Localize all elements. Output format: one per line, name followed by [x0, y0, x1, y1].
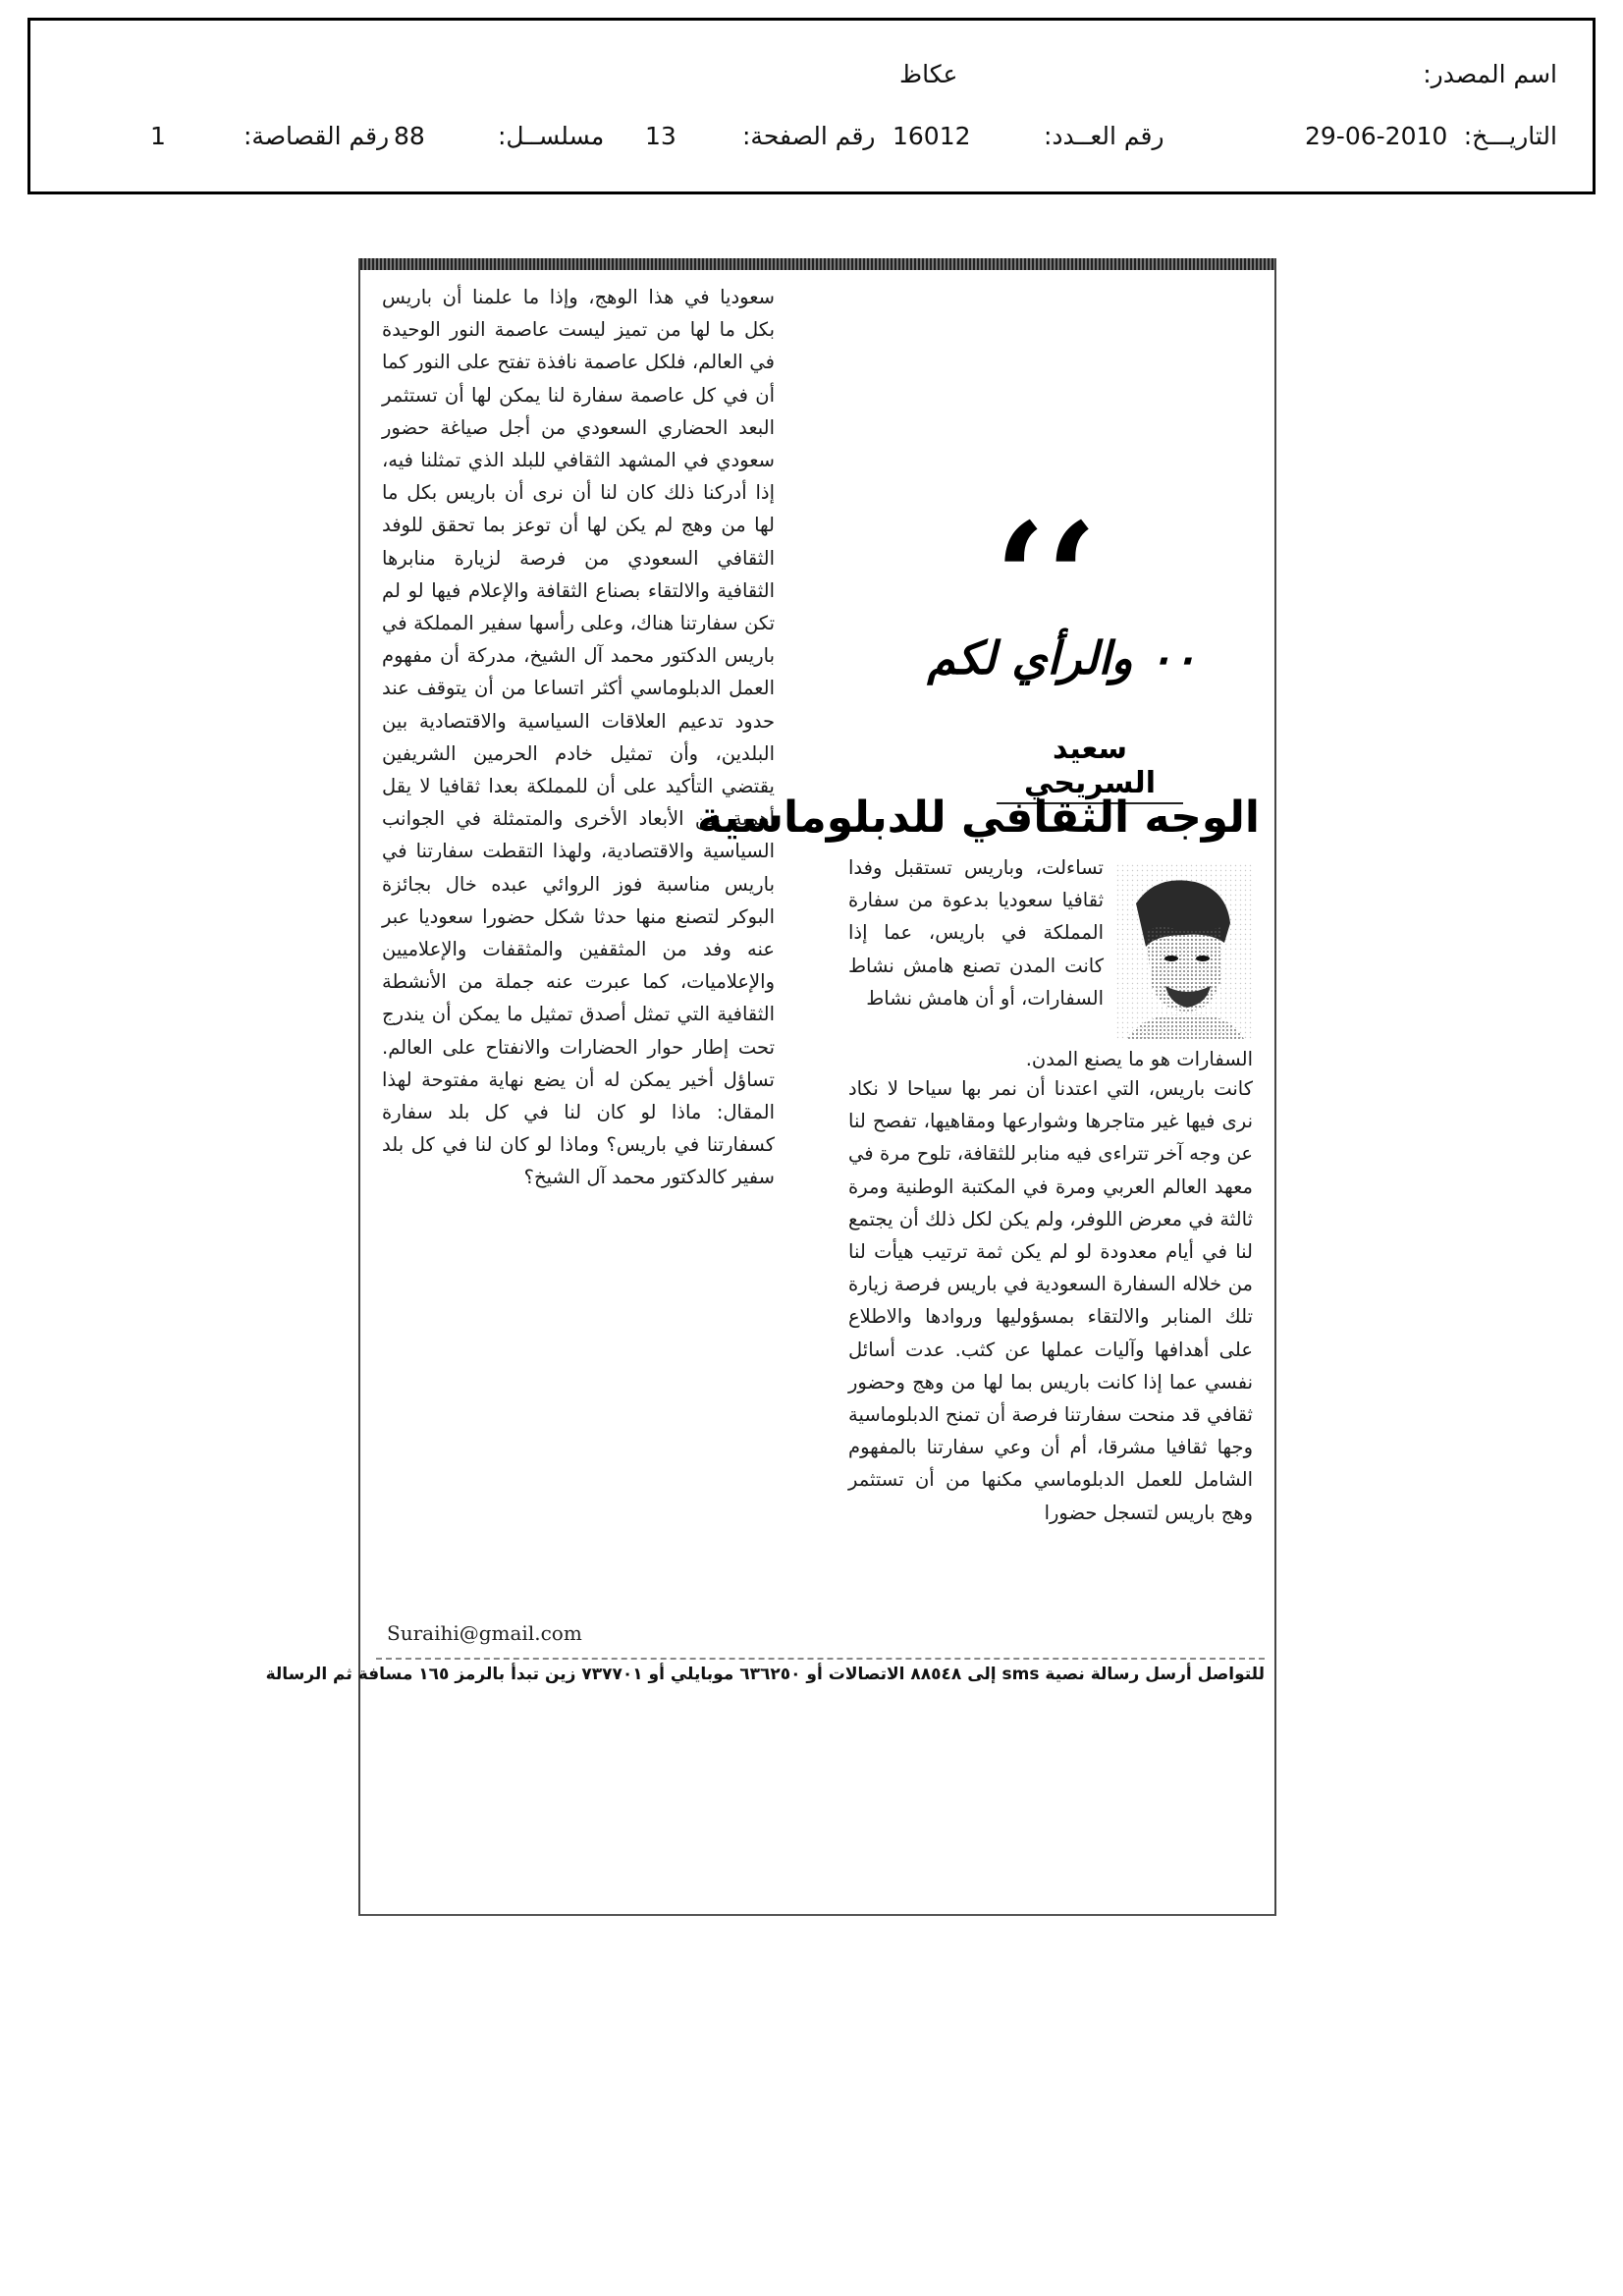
quote-mark-icon: ‘‘ — [995, 491, 1098, 664]
clip-number-label: رقم القصاصة: — [243, 122, 390, 150]
date-value: 29-06-2010 — [1305, 122, 1448, 150]
serial-label: مسلســل: — [498, 122, 605, 150]
serial-value: 88 — [394, 122, 425, 150]
issue-value: 16012 — [893, 122, 971, 150]
footer-divider — [376, 1658, 1265, 1660]
issue-label: رقم العــدد: — [1044, 122, 1164, 150]
source-value: عكاظ — [899, 60, 958, 88]
source-label: اسم المصدر: — [1423, 60, 1557, 88]
clip-number-value: 1 — [150, 122, 166, 150]
clipping-metadata-box — [27, 18, 1596, 194]
clipping-top-border — [360, 258, 1274, 270]
sms-contact-footer: للتواصل أرسل رسالة نصية sms إلى ٨٨٥٤٨ الاتصالات أو ٦٣٦٢٥٠ موبايلي أو ٧٣٧٧٠١ زين تبدأ بالرمز ١٦٥ مسافة ثم الرسالة — [265, 1665, 1265, 1684]
article-intro-end: السفارات هو ما يصنع المدن. — [1025, 1048, 1253, 1070]
article-headline: الوجه الثقافي للدبلوماسية — [697, 793, 1260, 843]
author-byline: سعيد السريحي — [997, 732, 1183, 804]
article-left-column: سعوديا في هذا الوهج، وإذا ما علمنا أن باريس بكل ما لها من تميز ليست عاصمة النور الوحيدة في العالم، فلكل عاصمة نافذة تفتح على النور كما أن في كل عاصمة سفارة لنا يمكن لها أن تستثمر البعد الحضاري السعودي من أجل صياغة حضور سعودي في المشهد الثقافي للبلد الذي تمثلنا فيه، إذا أدركنا ذلك كان لنا أن نرى أن باريس بكل ما لها من وهج لم يكن لها أن توعز بما تحقق للوفد الثقافي السعودي من فرصة لزيارة منابرها الثقافية والالتقاء بصناع الثقافة والإعلام فيها لو لم تكن سفارتنا هناك، وعلى رأسها سفير المملكة في باريس الدكتور محمد آل الشيخ، مدركة أن مفهوم العمل الدبلوماسي أكثر اتساعا من أن يتوقف عند حدود تدعيم العلاقات السياسية والاقتصادية بين البلدين، وأن تمثيل خادم الحرمين الشريفين يقتضي التأكيد على أن للمملكة بعدا ثقافيا لا يقل أهمية عن الأبعاد الأخرى والمتمثلة في الجوانب السياسية والاقتصادية، ولهذا التقطت سفارتنا في باريس مناسبة فوز الروائي عبده خال بجائزة البوكر لتصنع منها حدثا شكل حضورا سعوديا عبر عنه وفد من المثقفين والمثقفات والإعلاميين والإعلاميات، كما عبرت عنه جملة من الأنشطة الثقافية التي تمثل أصدق تمثيل ما يمكن أن يندرج تحت إطار حوار الحضارات والانفتاح على العالم. تساؤل أخير يمكن له أن يضع نهاية مفتوحة لهذا المقال: ماذا لو كان لنا في كل بلد سفارة كسفارتنا في باريس؟ وماذا لو كان لنا في كل بلد سفير كالدكتور محمد آل الشيخ؟ — [382, 286, 775, 1189]
article-right-column: كانت باريس، التي اعتدنا أن نمر بها سياحا لا نكاد نرى فيها غير متاجرها وشوارعها ومقاهيها، تفصح لنا عن وجه آخر تتراءى فيه منابر للثقافة، تلوح مرة في معهد العالم العربي ومرة في المكتبة الوطنية ومرة ثالثة في معرض اللوفر، ولم يكن لكل ذلك أن يجتمع لنا في أيام معدودة لو لم يكن ثمة ترتيب هيأت لنا من خلاله السفارة السعودية في باريس فرصة زيارة تلك المنابر والالتقاء بمسؤوليها وروادها والاطلاع على أهدافها وآليات عملها عن كثب. عدت أسائل نفسي عما إذا كانت باريس بما لها من وهج وحضور ثقافي قد منحت سفارتنا فرصة أن تمنح الدبلوماسية وجها ثقافيا مشرقا، أم أن وعي سفارتنا بالمفهوم الشامل للعمل الدبلوماسي مكنها من أن تستثمر وهج باريس لتسجل حضورا — [848, 1077, 1253, 1524]
newspaper-clipping — [265, 258, 1276, 1916]
page-label: رقم الصفحة: — [742, 122, 876, 150]
author-email: Suraihi@gmail.com — [387, 1621, 582, 1645]
date-label: التاريـــخ: — [1463, 122, 1557, 150]
column-name: ٠٠ والرأي لكم — [927, 631, 1197, 684]
page-value: 13 — [645, 122, 676, 150]
author-portrait-icon — [1116, 864, 1252, 1039]
article-intro: تساءلت، وباريس تستقبل وفدا ثقافيا سعوديا بدعوة من سفارة المملكة في باريس، عما إذا كانت المدن تصنع هامش نشاط السفارات، أو أن هامش نشاط — [848, 856, 1104, 1010]
author-photo — [1116, 864, 1252, 1039]
